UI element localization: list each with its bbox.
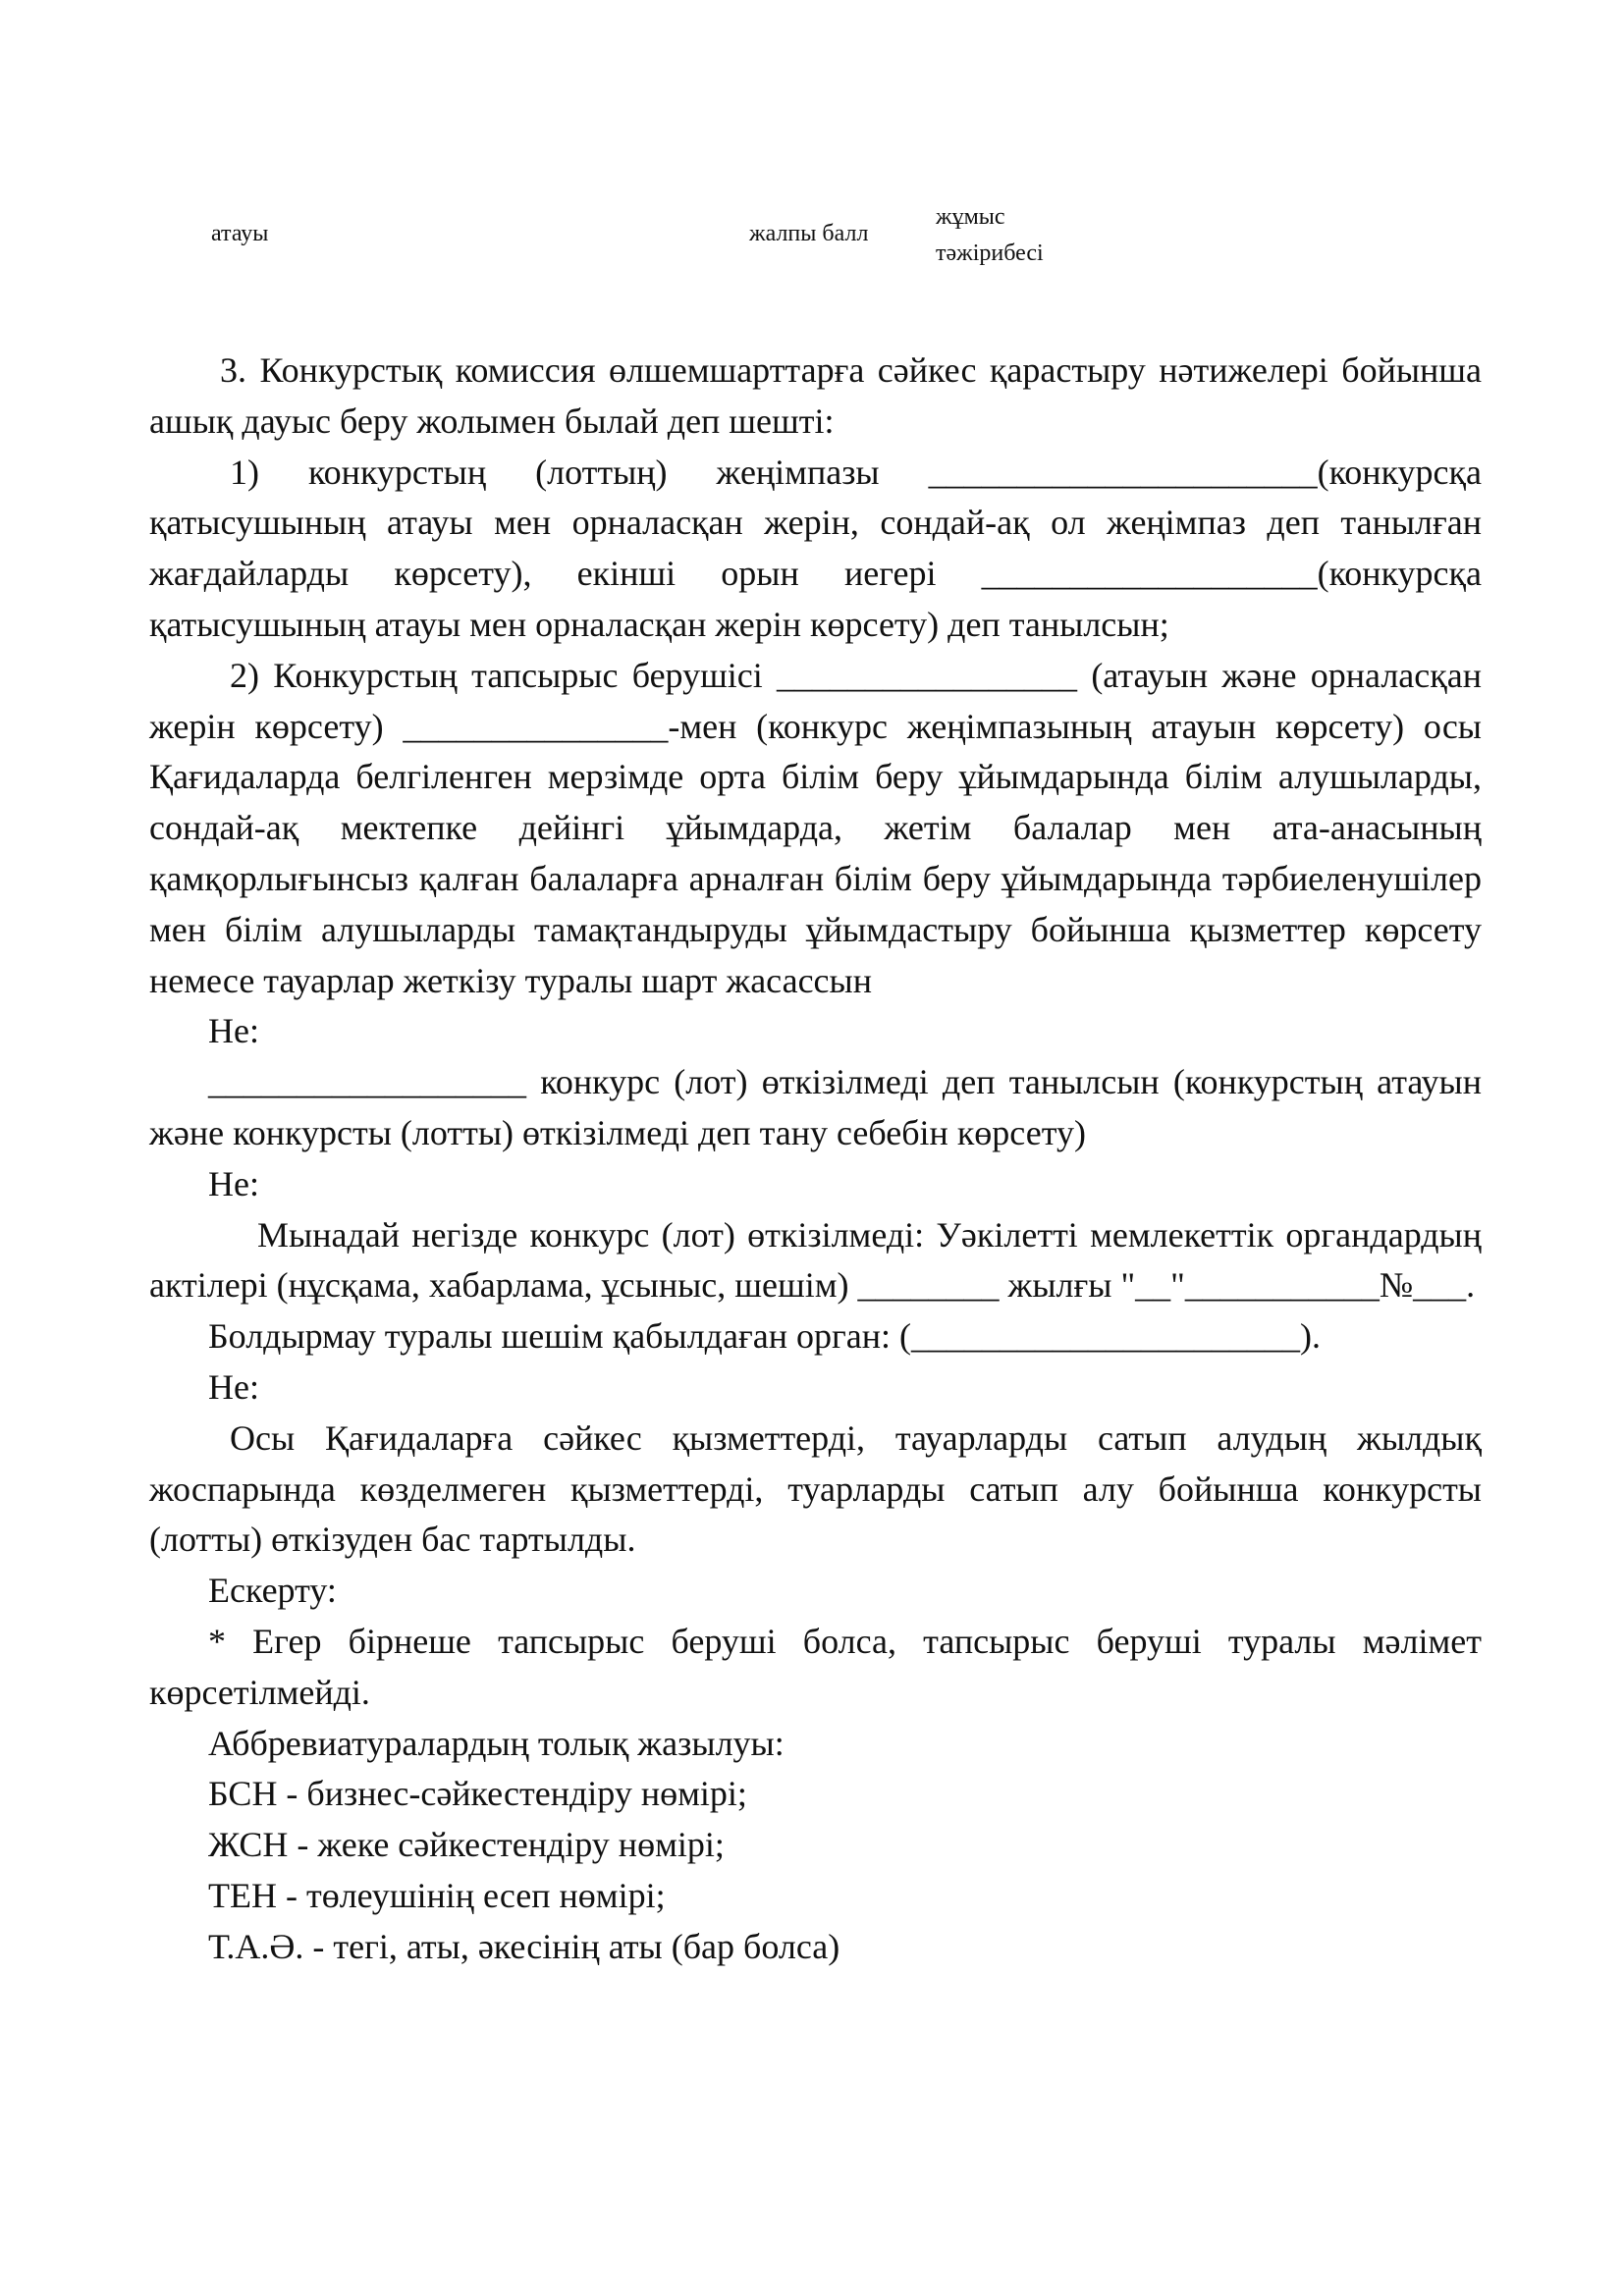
or-label-1: Не: (208, 1011, 259, 1051)
or-label-2: Не: (208, 1163, 259, 1203)
refused-paragraph: Осы Қағидаларға сәйкес қызметтерді, тауарларды сатып алудың жылдық жоспарында көзделмеген қызметтерді, туарларды сатып алу бойынша конкурсты (лотты) өткізуден бас тартылды. (149, 1417, 1482, 1560)
table-header-name: атауы (211, 221, 269, 246)
abbreviation-bsn: БСН - бизнес-сәйкестендіру нөмірі; (208, 1774, 747, 1814)
decision-paragraph: 3. Конкурстық комиссия өлшемшарттарға сәйкес қарастыру нәтижелері бойынша ашық дауыс беру жолымен былай деп шешті: (149, 350, 1482, 441)
table-header-experience-line1: жұмыс (936, 204, 1005, 230)
cancel-body-line: Болдырмау туралы шешім қабылдаған орган: (______________________). (208, 1316, 1321, 1357)
contract-item-paragraph: 2) Конкурстың тапсырыс берушісі _________________ (атауын және орналасқан жерін көрсету) _______________-мен (конкурс жеңімпазының атауын көрсету) осы Қағидаларда белгіленген мерзімде орта білім беру ұйымдарында білім алушыларды, сондай-ақ мектепке дейінгі ұйымдарда, жетім балалар мен ата-анасының қамқорлығынсыз қалған балаларға арналған білім беру ұйымдарында тәрбиеленушілер мен білім алушыларды тамақтандыруды ұйымдастыру бойынша қызметтер көрсету немесе тауарлар жеткізу туралы шарт жасассын (149, 655, 1482, 1000)
table-header-experience-line2: тәжірибесі (936, 240, 1044, 266)
note-label: Ескерту: (208, 1571, 337, 1611)
abbreviation-zhsn: ЖСН - жеке сәйкестендіру нөмірі; (208, 1825, 725, 1865)
winner-item-paragraph: 1) конкурстың (лоттың) жеңімпазы ______________________(конкурсқа қатысушының атауы мен орналасқан жерін, сондай-ақ ол жеңімпаз деп танылған жағдайларды көрсету), екінші орын иегері ___________________(конкурсқа қатысушының атауы мен орналасқан жерін көрсету) деп танылсын; (149, 452, 1482, 644)
table-header-total-score: жалпы балл (749, 221, 869, 246)
grounds-paragraph: Мынадай негізде конкурс (лот) өткізілмеді: Уәкілетті мемлекеттік органдардың актілері (нұсқама, хабарлама, ұсыныс, шешім) ________ жылғы "__"___________№___. (149, 1214, 1482, 1306)
abbreviation-tae: Т.А.Ә. - тегі, аты, әкесінің аты (бар болса) (208, 1926, 840, 1966)
abbreviation-ten: ТЕН - төлеушінің есеп нөмірі; (208, 1875, 666, 1915)
or-label-3: Не: (208, 1366, 259, 1407)
failed-contest-paragraph: __________________ конкурс (лот) өткізілмеді деп танылсын (конкурстың атауын және конкурсты (лотты) өткізілмеді деп тану себебін көрсету) (149, 1062, 1482, 1152)
note-paragraph: * Егер бірнеше тапсырыс беруші болса, тапсырыс беруші туралы мәлімет көрсетілмейді. (149, 1621, 1482, 1712)
document-body (149, 346, 1482, 1973)
abbreviations-title: Аббревиатуралардың толық жазылуы: (208, 1723, 785, 1763)
